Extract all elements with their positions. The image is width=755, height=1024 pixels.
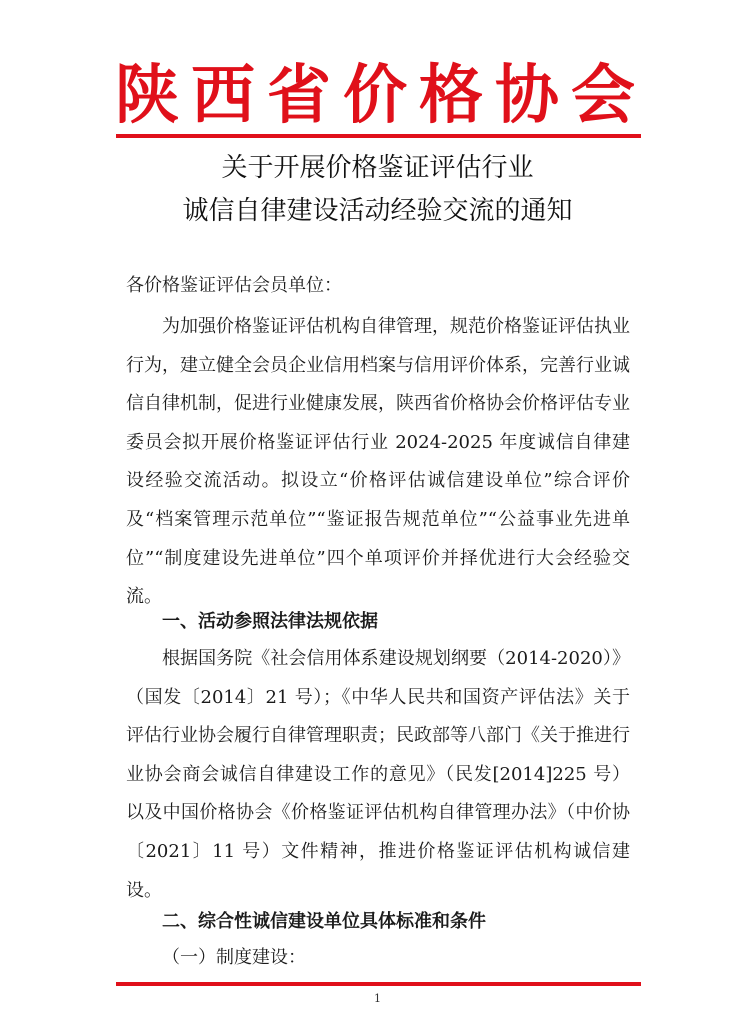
footer-red-rule xyxy=(116,982,641,986)
section-heading-2: 二、综合性诚信建设单位具体标准和条件 xyxy=(162,911,486,932)
page-number: 1 xyxy=(374,992,381,1005)
body-paragraph-legal-basis: 根据国务院《社会信用体系建设规划纲要（2014-2020）》（国发〔2014〕21 号）；《中华人民共和国资产评估法》关于评估行业协会履行自律管理职责；民政部等八部门《关于推进行业协会商会诚信自律建设工作的意见》（民发[2014]225 号）以及中国价格协会《价格鉴证评估机构自律管理办法》（中价协〔2021〕11 号）文件精神，推进价格鉴证评估机构诚信建设。 xyxy=(126,648,630,901)
salutation: 各价格鉴证评估会员单位： xyxy=(126,275,342,296)
letterhead-red-rule xyxy=(116,134,641,138)
section-heading-1: 一、活动参照法律法规依据 xyxy=(162,611,378,632)
notice-title-line1: 关于开展价格鉴证评估行业 xyxy=(221,153,534,183)
body-paragraph-intro: 为加强价格鉴证评估机构自律管理，规范价格鉴证评估执业行为，建立健全会员企业信用档案与信用评价体系，完善行业诚信自律机制，促进行业健康发展，陕西省价格协会价格评估专业委员会拟开展价格鉴证评估行业 2024-2025 年度诚信自律建设经验交流活动。拟设立“价格评估诚信建设单位”综合评价及“档案管理示范单位”“鉴证报告规范单位”“公益事业先进单位”“制度建设先进单位”四个单项评价并择优进行大会经验交流。 xyxy=(126,316,630,608)
letterhead-organization: 陕西省价格协会 xyxy=(115,58,647,133)
notice-title-line2: 诚信自律建设活动经验交流的通知 xyxy=(182,196,573,226)
subsection-heading-1: （一）制度建设： xyxy=(162,947,306,968)
